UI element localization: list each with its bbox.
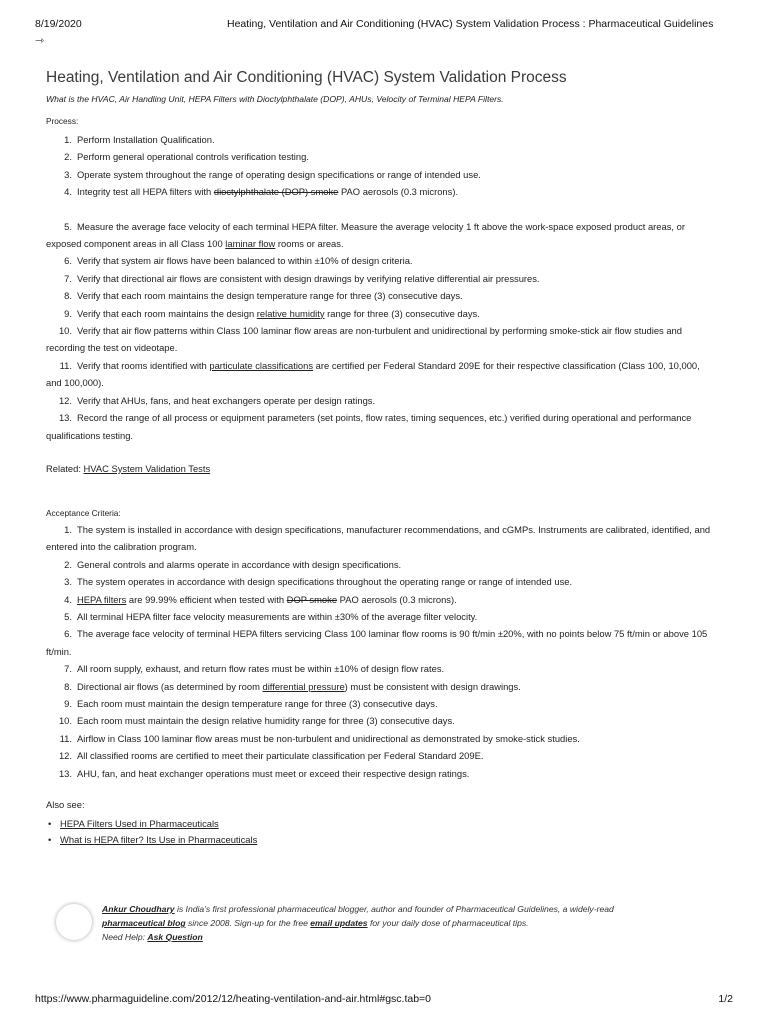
article-subtitle: What is the HVAC, Air Handling Unit, HEPA Filters with Dioctylphthalate (DOP), AHUs, Velocity of Terminal HEPA Filters.: [46, 94, 504, 104]
process-step-number: 5.: [64, 220, 72, 232]
process-step-text: Verify that rooms identified with: [77, 359, 210, 371]
process-step-text: Verify that each room maintains the design temperature range for three (3) consecutive days.: [77, 290, 463, 302]
criteria-item-number: 4.: [64, 593, 72, 605]
criteria-item: [46, 591, 716, 608]
process-step-text: Integrity test all HEPA filters with: [77, 186, 214, 198]
criteria-item: [46, 678, 716, 695]
criteria-item-number: 11.: [59, 732, 72, 744]
page-url: https://www.pharmaguideline.com/2012/12/heating-ventilation-and-air.html#gsc.tab=0: [35, 993, 432, 1005]
criteria-item: [46, 573, 716, 590]
process-step: [46, 270, 716, 287]
criteria-item-text: The system is installed in accordance with design specifications, manufacturer recommendations, and cGMPs. Instruments are calibrated, identified, and entered into the calibration program.: [46, 523, 711, 553]
bullet-icon: •: [48, 834, 52, 845]
criteria-item-text: All room supply, exhaust, and return flow rates must be within ±10% of design flow rates.: [77, 663, 445, 675]
article-title: Heating, Ventilation and Air Conditioning (HVAC) System Validation Process: [46, 69, 567, 86]
process-step-text-end: are certified per Federal Standard 209E for their respective classification (Class 100, 10,000, and 100,000).: [46, 359, 700, 389]
also-see-label: Also see:: [46, 799, 85, 810]
process-step-text: Verify that AHUs, fans, and heat exchangers operate per design ratings.: [77, 394, 376, 406]
criteria-item-number: 3.: [64, 576, 72, 588]
criteria-item-text: Each room must maintain the design temperature range for three (3) consecutive days.: [77, 697, 438, 709]
process-step-link[interactable]: relative humidity: [256, 307, 325, 319]
criteria-list: [46, 521, 716, 782]
print-footer: [35, 993, 733, 1007]
criteria-item: [46, 730, 716, 747]
also-see-link[interactable]: What is HEPA filter? Its Use in Pharmaceuticals: [60, 834, 258, 845]
process-step: [46, 287, 716, 304]
criteria-item-text: The system operates in accordance with design specifications throughout the operating range or range of intended use.: [77, 576, 573, 588]
process-step-text: Perform Installation Qualification.: [77, 134, 215, 145]
arrow-icon: ⇾: [35, 35, 45, 47]
process-step-number: 6.: [64, 255, 72, 267]
process-step: [46, 183, 716, 200]
process-step: [46, 322, 716, 357]
criteria-label: Acceptance Criteria:: [46, 507, 121, 518]
process-step-number: 3.: [64, 168, 72, 180]
criteria-item: [46, 712, 716, 729]
bullet-icon: •: [48, 818, 52, 829]
criteria-item-text: Airflow in Class 100 laminar flow areas must be non-turbulent and unidirectional as demonstrated by smoke-stick studies.: [77, 732, 580, 744]
article: [46, 68, 716, 848]
criteria-item: [46, 747, 716, 764]
criteria-item-link[interactable]: HEPA filters: [77, 593, 127, 605]
criteria-item-link[interactable]: differential pressure: [262, 680, 345, 692]
criteria-item-struck-text: DOP smoke: [286, 593, 338, 605]
process-step-number: 1.: [64, 134, 72, 145]
process-step: [46, 252, 716, 269]
criteria-item-text: All classified rooms are certified to meet their particulate classification per Federal Standard 209E.: [77, 750, 484, 762]
process-step-number: 13.: [58, 412, 72, 424]
process-step-text: Perform general operational controls verification testing.: [77, 151, 309, 163]
author-bio-text: is India's first professional pharmaceutical blogger, author and founder of Pharmaceutical Guidelines, a widely-read: [174, 904, 614, 914]
process-step: [46, 166, 716, 183]
criteria-item: [46, 556, 716, 573]
process-step-number: 12.: [58, 394, 72, 406]
process-step-number: 2.: [64, 151, 72, 163]
criteria-item-number: 7.: [64, 663, 72, 675]
avatar: [56, 904, 92, 940]
process-step: [46, 148, 716, 165]
ask-question-link[interactable]: Ask Question: [147, 932, 203, 942]
related-link[interactable]: HVAC System Validation Tests: [83, 462, 211, 474]
process-step-text: Verify that air flow patterns within Class 100 laminar flow areas are non-turbulent and unidirectional by performing smoke-stick air flow studies and recording the test on videotape.: [46, 325, 682, 354]
blog-link[interactable]: pharmaceutical blog: [102, 918, 186, 928]
process-step-text-end: PAO aerosols (0.3 microns).: [338, 186, 459, 198]
criteria-item-number: 9.: [64, 697, 72, 709]
criteria-item: [46, 521, 716, 556]
related-line: [46, 460, 716, 477]
process-step-number: 10.: [58, 325, 72, 337]
author-bio-text-3: for your daily dose of pharmaceutical tips.: [367, 918, 529, 928]
process-step-number: 8.: [64, 290, 72, 302]
process-step-text: Verify that each room maintains the design: [77, 307, 257, 319]
criteria-item-text: The average face velocity of terminal HEPA filters servicing Class 100 laminar flow rooms is 90 ft/min ±20%, with no points below 75 ft/min or above 105 ft/min.: [46, 628, 708, 657]
process-list: [46, 131, 716, 444]
criteria-item-number: 10.: [58, 715, 72, 727]
criteria-item-text: Each room must maintain the design relative humidity range for three (3) consecutive days.: [77, 715, 455, 727]
process-step-text: Measure the average face velocity of each terminal HEPA filter. Measure the average velocity 1 ft above the work-space exposed product areas, or exposed component areas in all Class 100: [46, 220, 685, 250]
criteria-item: [46, 625, 716, 660]
criteria-item-text-end: PAO aerosols (0.3 microns).: [337, 593, 457, 605]
process-step-text: Operate system throughout the range of operating design specifications or range of intended use.: [77, 168, 481, 180]
criteria-item-number: 1.: [64, 523, 72, 535]
also-see-list: [46, 816, 716, 848]
process-step-struck-text: dioctylphthalate (DOP) smoke: [213, 186, 339, 198]
criteria-item: [46, 765, 716, 782]
process-label: Process:: [46, 116, 79, 126]
criteria-item-text: are 99.99% efficient when tested with: [126, 593, 287, 605]
page-number: 1/2: [718, 993, 733, 1005]
criteria-item-number: 5.: [64, 610, 72, 622]
criteria-item-number: 13.: [58, 767, 72, 779]
author-name-link[interactable]: Ankur Choudhary: [102, 904, 175, 914]
author-bio: [102, 902, 702, 944]
process-step: [46, 218, 716, 253]
process-step-text-end: range for three (3) consecutive days.: [324, 307, 480, 319]
criteria-item-text: General controls and alarms operate in accordance with design specifications.: [77, 558, 402, 570]
author-bio-text-2: since 2008. Sign-up for the free: [185, 918, 311, 928]
process-step-number: 7.: [64, 272, 72, 284]
criteria-item-text: All terminal HEPA filter face velocity measurements are within ±30% of the average filter velocity.: [77, 610, 478, 622]
process-step-link[interactable]: laminar flow: [225, 238, 276, 250]
process-step: [46, 392, 716, 409]
criteria-item-text: Directional air flows (as determined by room: [77, 680, 263, 692]
print-date: 8/19/2020: [35, 18, 82, 30]
print-header: [35, 18, 733, 32]
process-step-number: 9.: [64, 307, 72, 319]
criteria-item-number: 12.: [58, 750, 72, 762]
author-box: [56, 902, 696, 952]
also-see-item: [46, 816, 716, 832]
print-page-title: Heating, Ventilation and Air Conditioning (HVAC) System Validation Process : Pharmaceutical Guidelines: [227, 18, 714, 30]
process-step-text-end: rooms or areas.: [275, 238, 344, 250]
process-step: [46, 305, 716, 322]
process-step-text: Verify that directional air flows are consistent with design drawings by verifying relative differential air pressures.: [77, 272, 540, 284]
related-label: Related:: [46, 462, 84, 474]
email-updates-link[interactable]: email updates: [310, 918, 368, 928]
criteria-item-number: 2.: [64, 558, 72, 570]
criteria-item: [46, 608, 716, 625]
process-step: [46, 357, 716, 392]
process-step-number: 11.: [59, 359, 72, 371]
process-step: [46, 131, 716, 148]
process-step-text: Record the range of all process or equipment parameters (set points, flow rates, timing sequences, etc.) verified during operational and performance qualifications testing.: [46, 412, 692, 441]
process-step: [46, 409, 716, 444]
process-step-number: 4.: [64, 186, 72, 198]
criteria-item-text: AHU, fan, and heat exchanger operations must meet or exceed their respective design ratings.: [77, 767, 470, 779]
criteria-item-number: 6.: [64, 628, 72, 640]
criteria-item: [46, 695, 716, 712]
process-step-link[interactable]: particulate classifications: [209, 359, 314, 371]
criteria-item-text-end: ) must be consistent with design drawings.: [344, 680, 521, 692]
need-help-label: Need Help:: [102, 932, 148, 942]
criteria-item: [46, 660, 716, 677]
also-see-item: [46, 832, 716, 848]
process-step-text: Verify that system air flows have been balanced to within ±10% of design criteria.: [77, 255, 413, 267]
criteria-item-number: 8.: [64, 680, 72, 692]
also-see-link[interactable]: HEPA Filters Used in Pharmaceuticals: [60, 818, 219, 829]
